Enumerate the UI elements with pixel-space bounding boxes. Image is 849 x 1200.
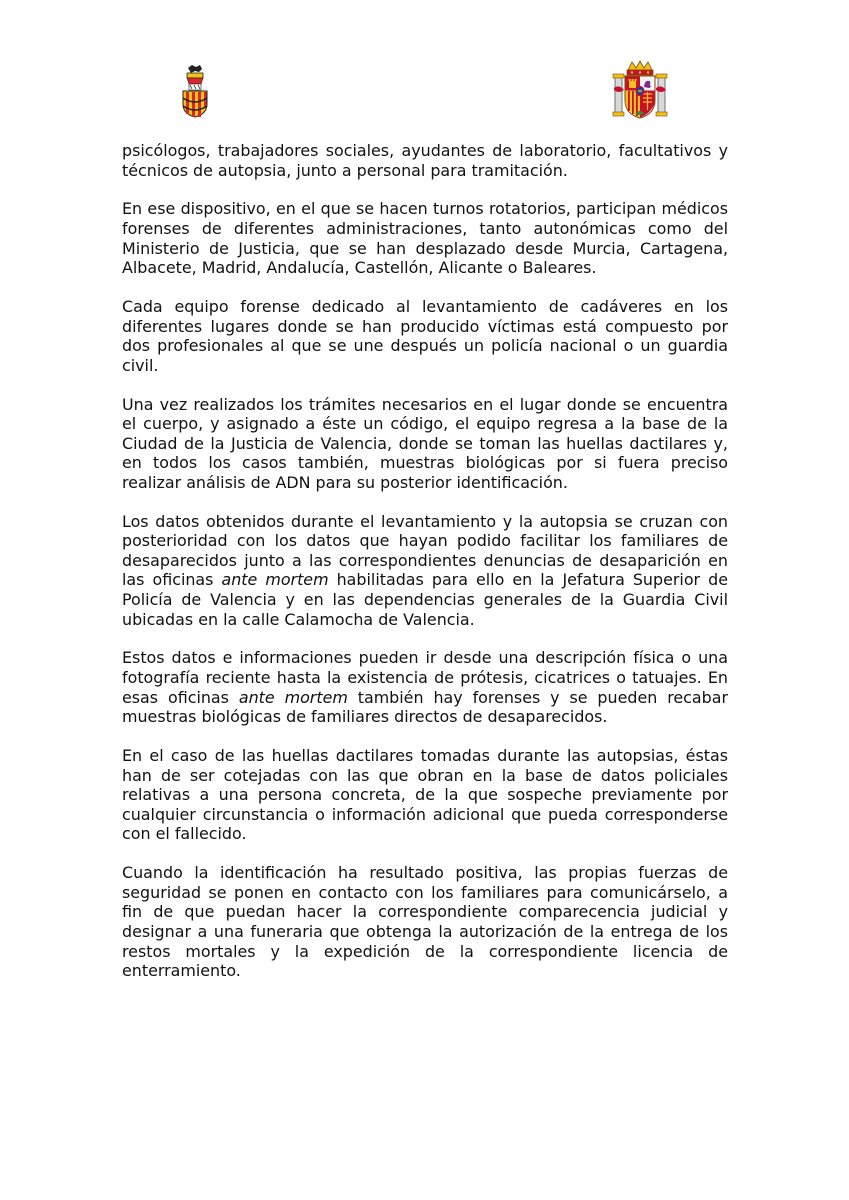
paragraph-6-text-start: Estos datos e informaciones pueden ir desde una descripción física o una fotografía reciente hasta la existencia de prótesis, cicatrices o tatuajes. En esas oficinas [122,648,728,707]
paragraph-4: Una vez realizados los trámites necesarios en el lugar donde se encuentra el cuerpo, y asignado a éste un código, el equipo regresa a la base de la Ciudad de la Justicia de Valencia, donde se toman las huellas dactilares y, en todos los casos también, muestras biológicas por si fuera preciso realizar análisis de ADN para su posterior identificación. [122,394,728,492]
paragraph-2: En ese dispositivo, en el que se hacen turnos rotatorios, participan médicos forenses de diferentes administraciones, tanto autonómicas como del Ministerio de Justicia, que se han desplazado desde Murcia, Cartagena, Albacete, Madrid, Andalucía, Castellón, Alicante o Baleares. [122,199,728,278]
generalitat-valenciana-emblem-icon [178,64,212,118]
paragraph-1: psicólogos, trabajadores sociales, ayudantes de laboratorio, facultativos y técnicos de autopsia, junto a personal para tramitación. [122,141,728,180]
paragraph-5-emphasis: ante mortem [221,570,329,590]
document-body [122,141,728,1000]
paragraph-8: Cuando la identificación ha resultado positiva, las propias fuerzas de seguridad se ponen en contacto con los familiares para comunicárselo, a fin de que puedan hacer la correspondiente comparecencia judicial y designar a una funeraria que obtenga la autorización de la entrega de los restos mortales y la expedición de la correspondiente licencia de enterramiento. [122,863,728,981]
paragraph-7: En el caso de las huellas dactilares tomadas durante las autopsias, éstas han de ser cotejadas con las que obran en la base de datos policiales relativas a una persona concreta, de la que sospeche previamente por cualquier circunstancia o información adicional que pueda corresponderse con el fallecido. [122,745,728,844]
paragraph-6-text-end: también hay forenses y se pueden recabar muestras biológicas de familiares directos de desaparecidos. [122,687,729,727]
paragraph-5 [122,512,728,630]
spain-coat-of-arms-icon [612,60,668,120]
paragraph-6-emphasis: ante mortem [238,687,348,707]
paragraph-5-text-end: habilitadas para ello en la Jefatura Superior de Policía de Valencia y en las dependencias generales de la Guardia Civil ubicadas en la calle Calamocha de Valencia. [122,570,728,629]
paragraph-6 [122,648,728,726]
paragraph-3: Cada equipo forense dedicado al levantamiento de cadáveres en los diferentes lugares donde se han producido víctimas está compuesto por dos profesionales al que se une después un policía nacional o un guardia civil. [122,296,728,375]
paragraph-5-text-start: Los datos obtenidos durante el levantamiento y la autopsia se cruzan con posterioridad con los datos que hayan podido facilitar los familiares de desaparecidos junto a las correspondientes denuncias de desaparición en las oficinas [122,511,728,590]
